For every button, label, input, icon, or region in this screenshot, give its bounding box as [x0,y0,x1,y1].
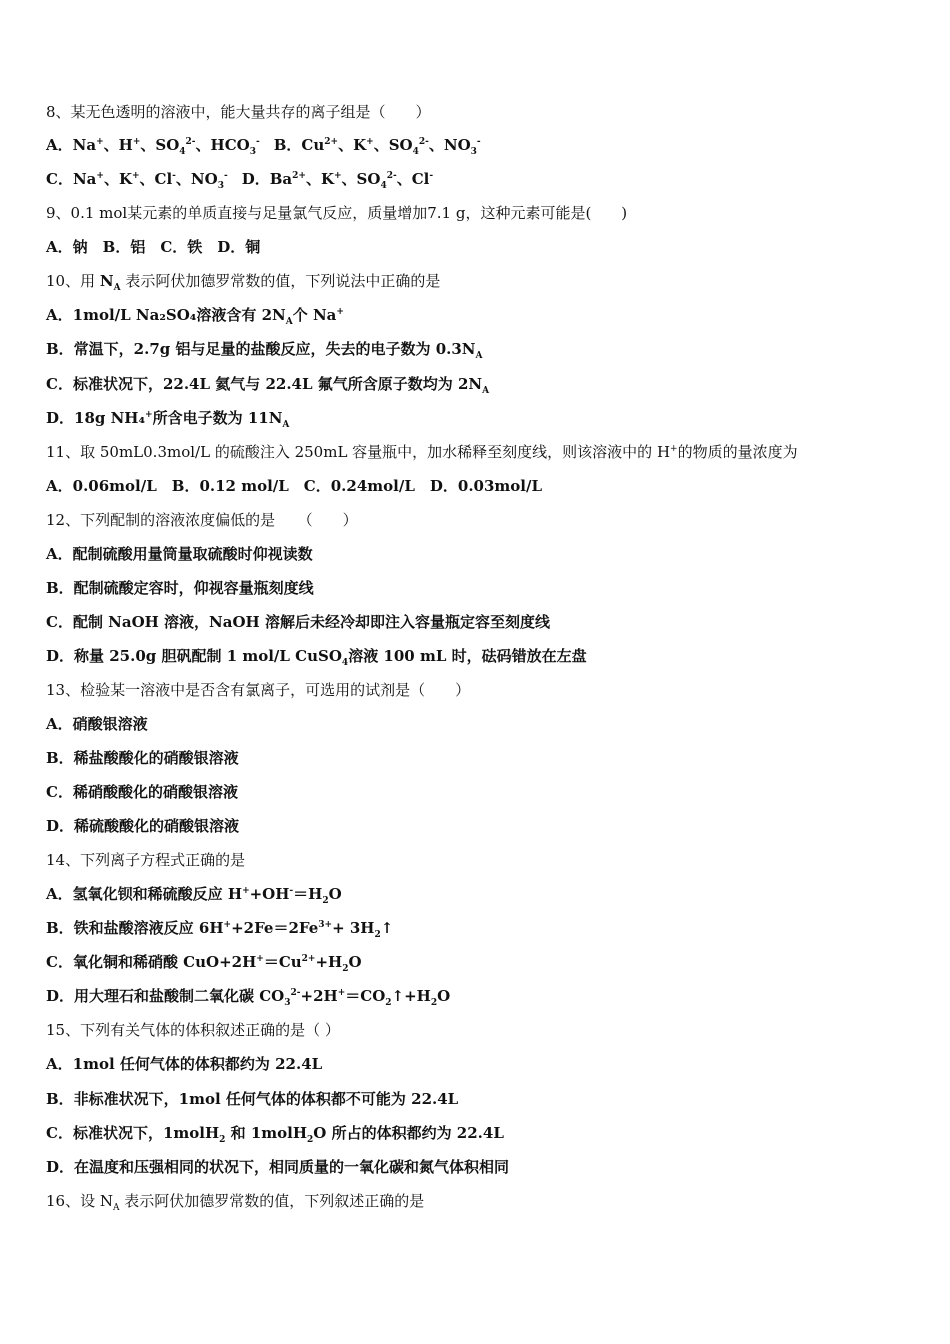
question-10-option-d: D．18g NH₄+所含电子数为 $11N_A$ [46,409,290,430]
question-14-stem: 14、下列离子方程式正确的是 [46,851,246,869]
question-16-stem: 16、设 $N_A$ 表示阿伏加德罗常数的值，下列叙述正确的是 [46,1192,425,1213]
question-13-option-a: A．硝酸银溶液 [46,715,148,733]
question-15-stem: 15、下列有关气体的体积叙述正确的是（ ） [46,1021,340,1039]
question-14-option-b: B．铁和盐酸溶液反应 $6H^++2Fe=2Fe^{3+}+$ $3H_2↑$ [46,919,394,940]
question-10-stem: 10、用 $N_A$ 表示阿伏加德罗常数的值，下列说法中正确的是 [46,272,441,293]
question-15-option-a: A．1mol 任何气体的体积都约为 22.4L [46,1055,323,1073]
question-8-options-cd: C．Na+、K+、Cl-、$NO_3^-$ D．$Ba^{2+}$、K+、$SO_4^{2-}$、Cl- [46,170,434,191]
question-10-option-a: A．1mol/L Na₂SO₄溶液含有 $2N_A$个 Na+ [46,306,344,327]
question-12-option-d: D．称量 25.0g 胆矾配制 1 mol/L CuSO$_4$溶液 100 mL 时，砝码错放在左盘 [46,647,587,668]
question-9-stem: 9、0.1 mol某元素的单质直接与足量氯气反应，质量增加7.1 g，这种元素可能是( ) [46,204,628,222]
question-14-option-a: A．氢氧化钡和稀硫酸反应 $H^++OH^-=H_2O$ [46,885,342,906]
question-11-stem: 11、取 50mL0.3mol/L 的硫酸注入 250mL 容量瓶中，加水稀释至刻度线，则该溶液中的 H+的物质的量浓度为 [46,443,798,461]
question-11-options: A．0.06mol/L B．0.12 mol/L C．0.24mol/L D．0.03mol/L [46,477,543,495]
question-8-options-ab: A．Na+、H+、$SO_4^{2-}$、$HCO_3^-$ B．$Cu^{2+}$、K+、$SO_4^{2-}$、$NO_3^-$ [46,136,481,157]
question-15-option-b: B．非标准状况下，1mol 任何气体的体积都不可能为 22.4L [46,1090,459,1108]
question-15-option-c: C．标准状况下，1molH$_2$ 和 1molH$_2$O 所占的体积都约为 22.4L [46,1124,504,1145]
question-12-stem: 12、下列配制的溶液浓度偏低的是 （ ） [46,511,358,529]
question-13-option-c: C．稀硝酸酸化的硝酸银溶液 [46,783,238,801]
question-14-option-d: D．用大理石和盐酸制二氧化碳 $CO_3^{2-}+2H^+=CO_2↑+H_2O$ [46,987,451,1008]
question-13-stem: 13、检验某一溶液中是否含有氯离子，可选用的试剂是（ ） [46,681,471,699]
question-12-option-c: C．配制 NaOH 溶液，NaOH 溶解后未经冷却即注入容量瓶定容至刻度线 [46,613,550,631]
question-14-option-c: C．氧化铜和稀硝酸 $CuO+2H^+=Cu^{2+}+H_2O$ [46,953,362,974]
question-10-option-c: C．标准状况下，22.4L 氦气与 22.4L 氟气所含原子数均为 $2N_A$ [46,375,490,396]
question-12-option-a: A．配制硫酸用量筒量取硫酸时仰视读数 [46,545,313,563]
question-13-option-d: D．稀硫酸酸化的硝酸银溶液 [46,817,240,835]
question-15-option-d: D．在温度和压强相同的状况下，相同质量的一氧化碳和氮气体积相同 [46,1158,510,1176]
question-12-option-b: B．配制硫酸定容时，仰视容量瓶刻度线 [46,579,314,597]
question-9-options: A．钠 B．铝 C．铁 D．铜 [46,238,261,256]
question-13-option-b: B．稀盐酸酸化的硝酸银溶液 [46,749,239,767]
question-8-stem: 8、某无色透明的溶液中，能大量共存的离子组是（ ） [46,103,431,121]
question-10-option-b: B．常温下，2.7g 铝与足量的盐酸反应，失去的电子数为 $0.3N_A$ [46,340,483,361]
